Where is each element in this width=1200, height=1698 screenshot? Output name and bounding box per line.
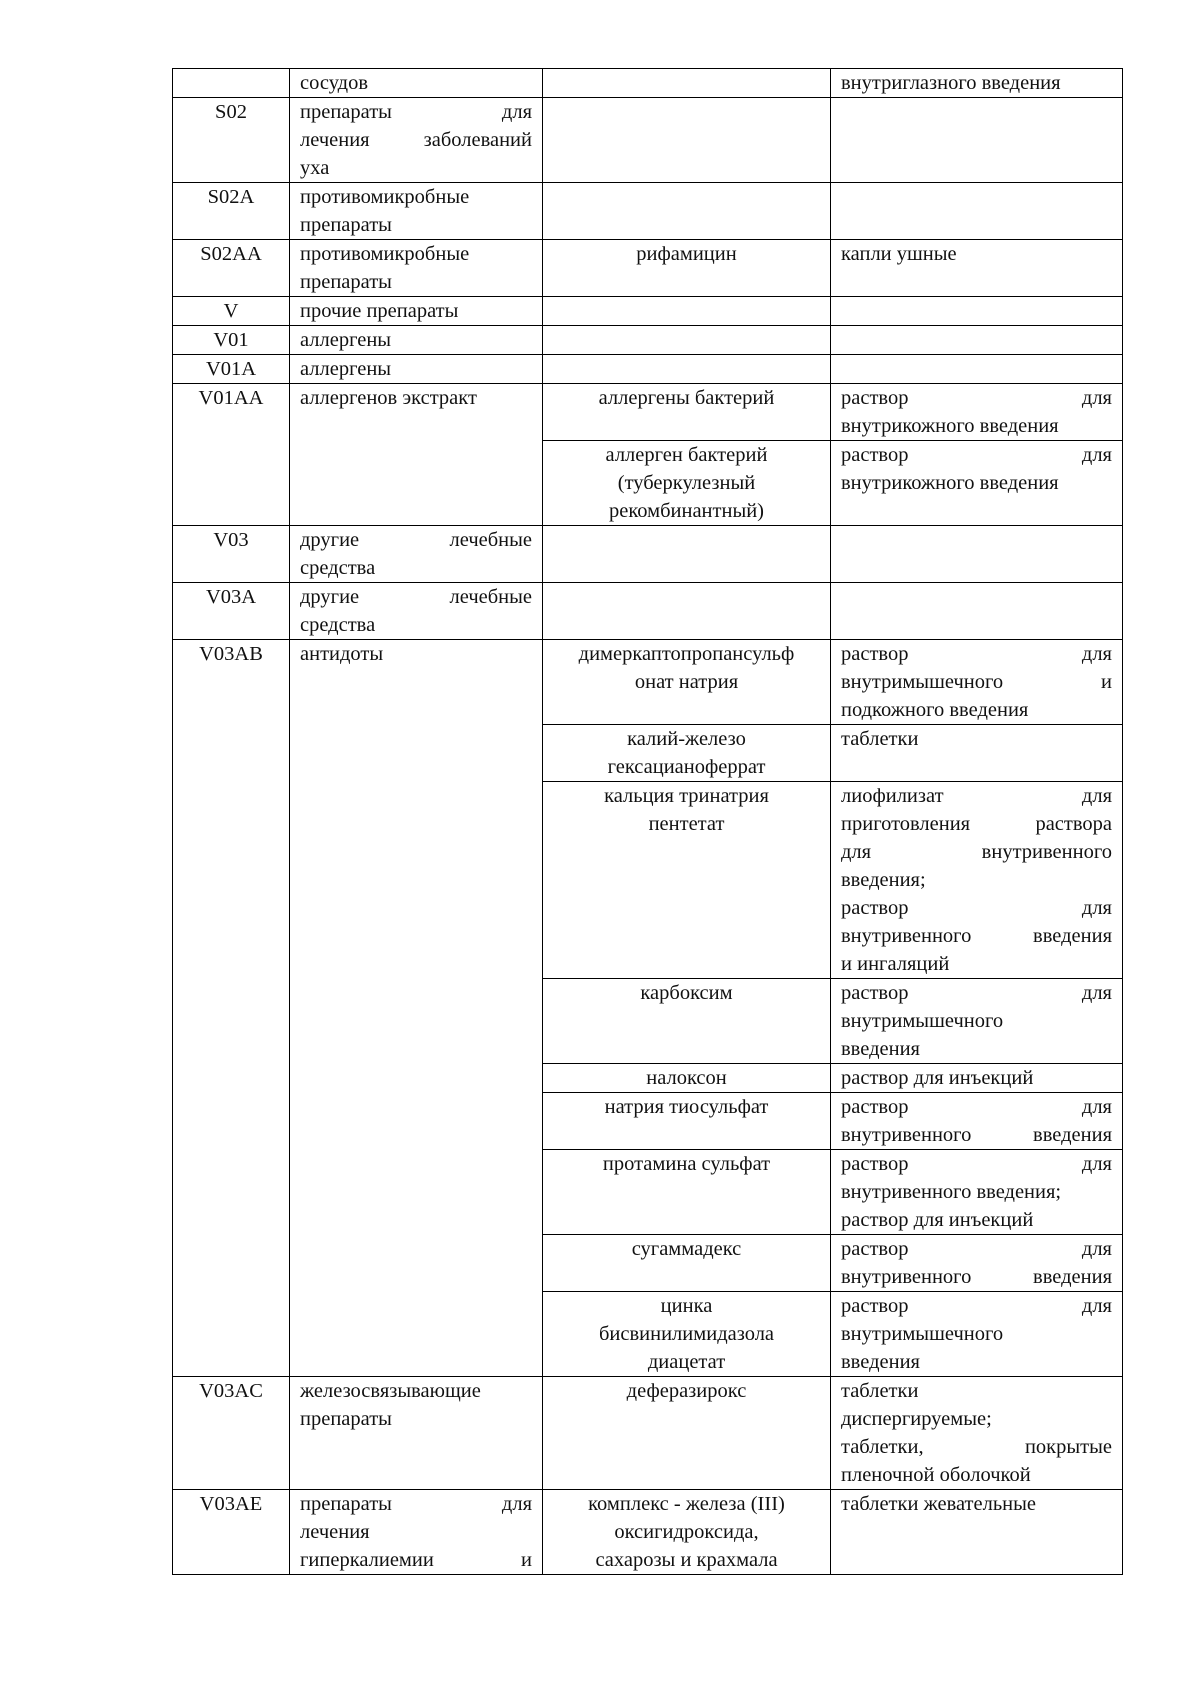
drug-inn-cell	[543, 355, 831, 384]
dosage-form-cell	[831, 1377, 1123, 1490]
cell-line: рифамицин	[636, 243, 737, 265]
cell-line: внутримышечного и	[841, 671, 1112, 693]
cell-line: цинка	[660, 1295, 713, 1317]
cell-line: средства	[300, 614, 376, 636]
atc-group-name-cell	[290, 183, 543, 240]
cell-line: аллергенов экстракт	[300, 387, 477, 409]
cell-line: другие лечебные	[300, 529, 532, 551]
dosage-form-cell	[831, 297, 1123, 326]
cell-line: подкожного введения	[841, 699, 1029, 721]
cell-line: противомикробные	[300, 243, 470, 265]
cell-line: внутримышечного	[841, 1323, 1004, 1345]
cell-line: приготовления раствора	[841, 813, 1112, 835]
cell-line: диспергируемые;	[841, 1408, 992, 1430]
dosage-form-cell	[831, 640, 1123, 725]
cell-line: гексацианоферрат	[607, 756, 766, 778]
drug-inn-cell	[543, 1490, 831, 1575]
drug-inn-cell	[543, 240, 831, 297]
cell-line: калий-железо	[627, 728, 746, 750]
atc-code-cell: V03AB	[173, 640, 290, 1377]
atc-group-name-cell	[290, 1490, 543, 1575]
dosage-form-cell	[831, 526, 1123, 583]
atc-group-name-cell	[290, 640, 543, 1377]
atc-group-name-cell	[290, 1377, 543, 1490]
cell-line: препараты	[300, 214, 392, 236]
atc-group-name-cell	[290, 297, 543, 326]
atc-code-cell: V03	[173, 526, 290, 583]
drug-inn-cell	[543, 1064, 831, 1093]
cell-line: препараты	[300, 1408, 392, 1430]
dosage-form-cell	[831, 240, 1123, 297]
atc-code-cell: V03A	[173, 583, 290, 640]
cell-line: противомикробные	[300, 186, 470, 208]
cell-line: препараты для	[300, 101, 532, 123]
drug-inn-cell	[543, 640, 831, 725]
cell-line: оксигидроксида,	[614, 1521, 759, 1543]
drug-table	[172, 68, 1123, 1575]
table-row	[173, 297, 1123, 326]
atc-code-cell: S02	[173, 98, 290, 183]
drug-inn-cell	[543, 725, 831, 782]
atc-code-cell: S02A	[173, 183, 290, 240]
cell-line: таблетки, покрытые	[841, 1436, 1112, 1458]
cell-line: раствор для	[841, 982, 1112, 1004]
dosage-form-cell	[831, 326, 1123, 355]
cell-line: внутримышечного	[841, 1010, 1004, 1032]
cell-line: раствор для	[841, 1295, 1112, 1317]
dosage-form-cell	[831, 98, 1123, 183]
cell-line: аллергены бактерий	[598, 387, 775, 409]
cell-line: внутривенного введения	[841, 1266, 1112, 1288]
drug-inn-cell	[543, 441, 831, 526]
drug-inn-cell	[543, 326, 831, 355]
atc-group-name-cell	[290, 326, 543, 355]
drug-inn-cell	[543, 782, 831, 979]
atc-code-cell: V01AA	[173, 384, 290, 526]
drug-inn-cell	[543, 979, 831, 1064]
cell-line: раствор для	[841, 1096, 1112, 1118]
cell-line: онат натрия	[634, 671, 739, 693]
cell-line: средства	[300, 557, 376, 579]
cell-line: лечения	[300, 1521, 370, 1543]
drug-inn-cell	[543, 384, 831, 441]
cell-line: внутриглазного введения	[841, 72, 1061, 94]
cell-line: протамина сульфат	[602, 1153, 771, 1175]
dosage-form-cell	[831, 979, 1123, 1064]
cell-line: комплекс - железа (III)	[588, 1493, 785, 1515]
cell-line: другие лечебные	[300, 586, 532, 608]
atc-group-name-cell	[290, 583, 543, 640]
cell-line: аллерген бактерий	[605, 444, 768, 466]
dosage-form-cell	[831, 1235, 1123, 1292]
dosage-form-cell	[831, 583, 1123, 640]
atc-code-cell: V03AE	[173, 1490, 290, 1575]
cell-line: раствор для	[841, 1153, 1112, 1175]
dosage-form-cell	[831, 441, 1123, 526]
atc-code-cell: V03AC	[173, 1377, 290, 1490]
table-row	[173, 355, 1123, 384]
cell-line: лиофилизат для	[841, 785, 1112, 807]
dosage-form-cell	[831, 1490, 1123, 1575]
cell-line: раствор для	[841, 897, 1112, 919]
cell-line: сосудов	[300, 72, 369, 94]
dosage-form-cell	[831, 384, 1123, 441]
cell-line: внутрикожного введения	[841, 472, 1059, 494]
drug-inn-cell	[543, 297, 831, 326]
cell-line: лечения заболеваний	[300, 129, 532, 151]
cell-line: аллергены	[300, 358, 392, 380]
dosage-form-cell	[831, 355, 1123, 384]
cell-line: препараты	[300, 271, 392, 293]
cell-line: раствор для	[841, 643, 1112, 665]
table-row	[173, 526, 1123, 583]
cell-line: аллергены	[300, 329, 392, 351]
cell-line: внутривенного введения	[841, 1124, 1112, 1146]
drug-inn-cell	[543, 183, 831, 240]
cell-line: раствор для инъекций	[841, 1209, 1034, 1231]
atc-group-name-cell	[290, 355, 543, 384]
cell-line: раствор для	[841, 1238, 1112, 1260]
atc-code-cell: S02AA	[173, 240, 290, 297]
cell-line: гиперкалиемии и	[300, 1549, 532, 1571]
atc-group-name-cell	[290, 69, 543, 98]
cell-line: налоксон	[646, 1067, 727, 1089]
cell-line: введения;	[841, 869, 926, 891]
dosage-form-cell	[831, 183, 1123, 240]
cell-line: рекомбинантный)	[608, 500, 765, 522]
table-row	[173, 98, 1123, 183]
cell-line: сахарозы и крахмала	[595, 1549, 778, 1571]
cell-line: внутрикожного введения	[841, 415, 1059, 437]
cell-line: пленочной оболочкой	[841, 1464, 1031, 1486]
cell-line: бисвинилимидазола	[598, 1323, 775, 1345]
cell-line: внутривенного введения	[841, 925, 1112, 947]
dosage-form-cell	[831, 1064, 1123, 1093]
table-row	[173, 1490, 1123, 1575]
atc-code-cell: V	[173, 297, 290, 326]
table-row	[173, 384, 1123, 441]
cell-line: натрия тиосульфат	[604, 1096, 769, 1118]
cell-line: антидоты	[300, 643, 384, 665]
cell-line: и ингаляций	[841, 953, 950, 975]
cell-line: таблетки жевательные	[841, 1493, 1037, 1515]
drug-table-body	[173, 69, 1123, 1575]
cell-line: введения	[841, 1351, 920, 1373]
atc-group-name-cell	[290, 98, 543, 183]
cell-line: раствор для инъекций	[841, 1067, 1034, 1089]
cell-line: уха	[300, 157, 330, 179]
cell-line: капли ушные	[841, 243, 957, 265]
cell-line: препараты для	[300, 1493, 532, 1515]
table-row	[173, 1377, 1123, 1490]
cell-line: карбоксим	[640, 982, 733, 1004]
cell-line: таблетки	[841, 1380, 919, 1402]
table-row	[173, 583, 1123, 640]
table-row	[173, 640, 1123, 725]
dosage-form-cell	[831, 1093, 1123, 1150]
cell-line: для внутривенного	[841, 841, 1112, 863]
dosage-form-cell	[831, 1150, 1123, 1235]
cell-line: димеркаптопропансульф	[578, 643, 795, 665]
table-row	[173, 69, 1123, 98]
atc-group-name-cell	[290, 384, 543, 526]
drug-inn-cell	[543, 1292, 831, 1377]
cell-line: сугаммадекс	[631, 1238, 742, 1260]
drug-inn-cell	[543, 98, 831, 183]
atc-group-name-cell	[290, 240, 543, 297]
cell-line: введения	[841, 1038, 920, 1060]
table-row	[173, 326, 1123, 355]
table-row	[173, 183, 1123, 240]
dosage-form-cell	[831, 1292, 1123, 1377]
cell-line: внутривенного введения;	[841, 1181, 1062, 1203]
dosage-form-cell	[831, 725, 1123, 782]
drug-inn-cell	[543, 1235, 831, 1292]
drug-inn-cell	[543, 1093, 831, 1150]
cell-line: диацетат	[647, 1351, 726, 1373]
table-row	[173, 240, 1123, 297]
cell-line: деферазирокс	[626, 1380, 747, 1402]
cell-line: прочие препараты	[300, 300, 459, 322]
cell-line: кальция тринатрия	[604, 785, 769, 807]
cell-line: раствор для	[841, 387, 1112, 409]
cell-line: таблетки	[841, 728, 919, 750]
drug-inn-cell	[543, 1377, 831, 1490]
atc-group-name-cell	[290, 526, 543, 583]
cell-line: железосвязывающие	[300, 1380, 481, 1402]
drug-inn-cell	[543, 69, 831, 98]
drug-inn-cell	[543, 1150, 831, 1235]
atc-code-cell	[173, 69, 290, 98]
drug-inn-cell	[543, 583, 831, 640]
atc-code-cell: V01A	[173, 355, 290, 384]
cell-line: раствор для	[841, 444, 1112, 466]
drug-inn-cell	[543, 526, 831, 583]
cell-line: пентетат	[648, 813, 725, 835]
dosage-form-cell	[831, 782, 1123, 979]
dosage-form-cell	[831, 69, 1123, 98]
cell-line: (туберкулезный	[617, 472, 756, 494]
atc-code-cell: V01	[173, 326, 290, 355]
